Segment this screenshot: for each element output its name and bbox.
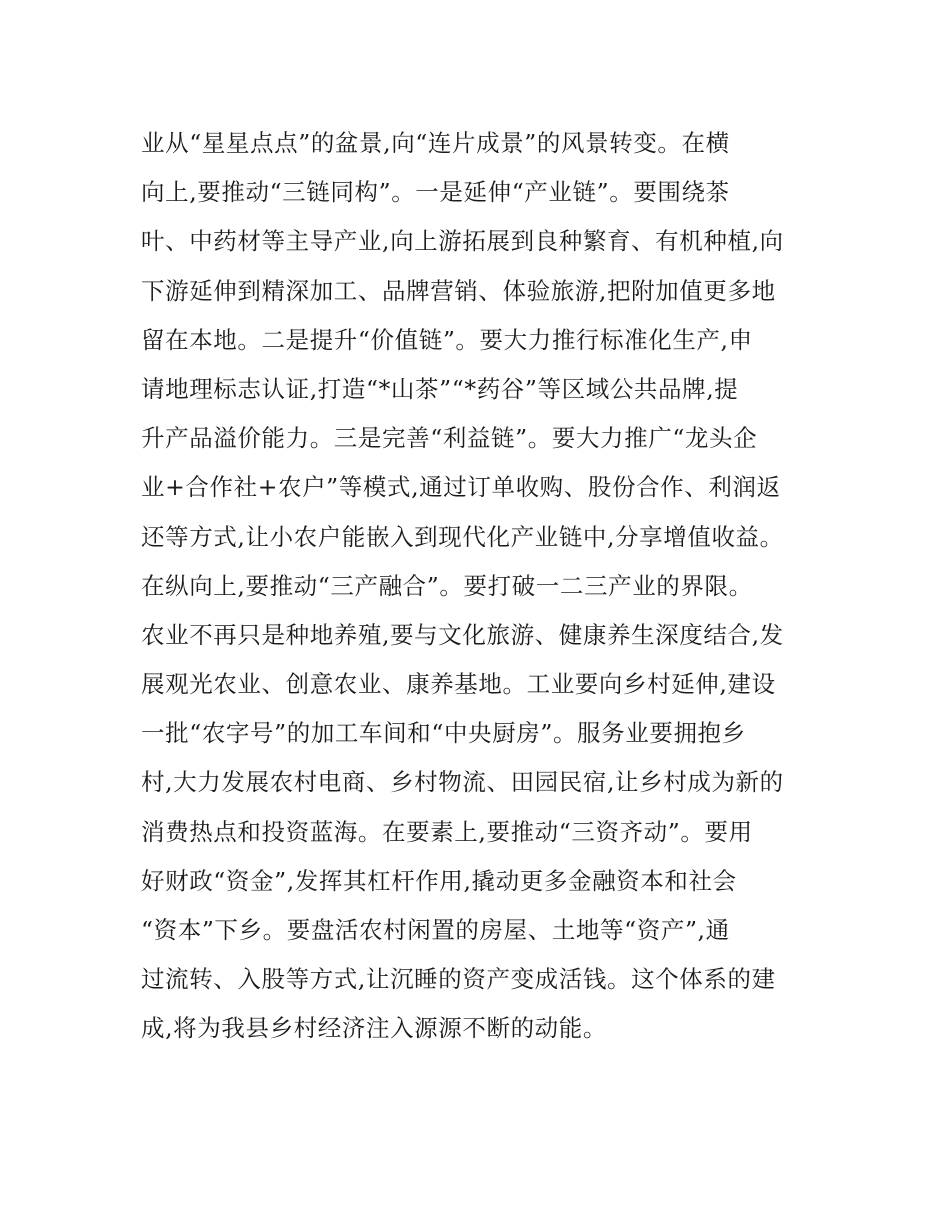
text-line: “资本”下乡。要盘活农村闲置的房屋、土地等“资产”,通 [141,916,730,944]
text-line: 消费热点和投资蓝海。在要素上,要推动“三资齐动”。要用 [141,817,753,846]
text-line: 业+合作社+农户”等模式,通过订单收购、股份合作、利润返 [141,473,781,502]
text-line: 村,大力发展农村电商、乡村物流、田园民宿,让乡村成为新的 [141,768,784,797]
text-line: 请地理标志认证,打造“*山茶”“*药谷”等区域公共品牌,提 [141,374,739,403]
text-line: 留在本地。二是提升“价值链”。要大力推行标准化生产,申 [141,325,753,354]
text-line: 一批“农字号”的加工车间和“中央厨房”。服务业要拥抱乡 [141,719,746,748]
text-line: 叶、中药材等主导产业,向上游拓展到良种繁育、有机种植,向 [141,227,784,256]
text-line: 向上,要推动“三链同构”。一是延伸“产业链”。要围绕茶 [141,178,730,207]
text-line: 展观光农业、创意农业、康养基地。工业要向乡村延伸,建设 [141,670,776,699]
text-line: 还等方式,让小农户能嵌入到现代化产业链中,分享增值收益。 [141,522,784,551]
text-line: 农业不再只是种地养殖,要与文化旅游、健康养生深度结合,发 [141,620,784,649]
body-paragraph [141,119,821,1054]
text-line: 在纵向上,要推动“三产融合”。要打破一二三产业的界限。 [141,571,753,600]
text-line: 下游延伸到精深加工、品牌营销、体验旅游,把附加值更多地 [141,276,776,305]
text-line: 业从“星星点点”的盆景,向“连片成景”的风景转变。在横 [141,129,730,157]
text-line: 过流转、入股等方式,让沉睡的资产变成活钱。这个体系的建 [141,965,776,994]
text-line: 升产品溢价能力。三是完善“利益链”。要大力推广“龙头企 [141,424,758,453]
text-line: 成,将为我县乡村经济注入源源不断的动能。 [141,1014,607,1043]
text-line: 好财政“资金”,发挥其杠杆作用,撬动更多金融资本和社会 [141,866,737,895]
